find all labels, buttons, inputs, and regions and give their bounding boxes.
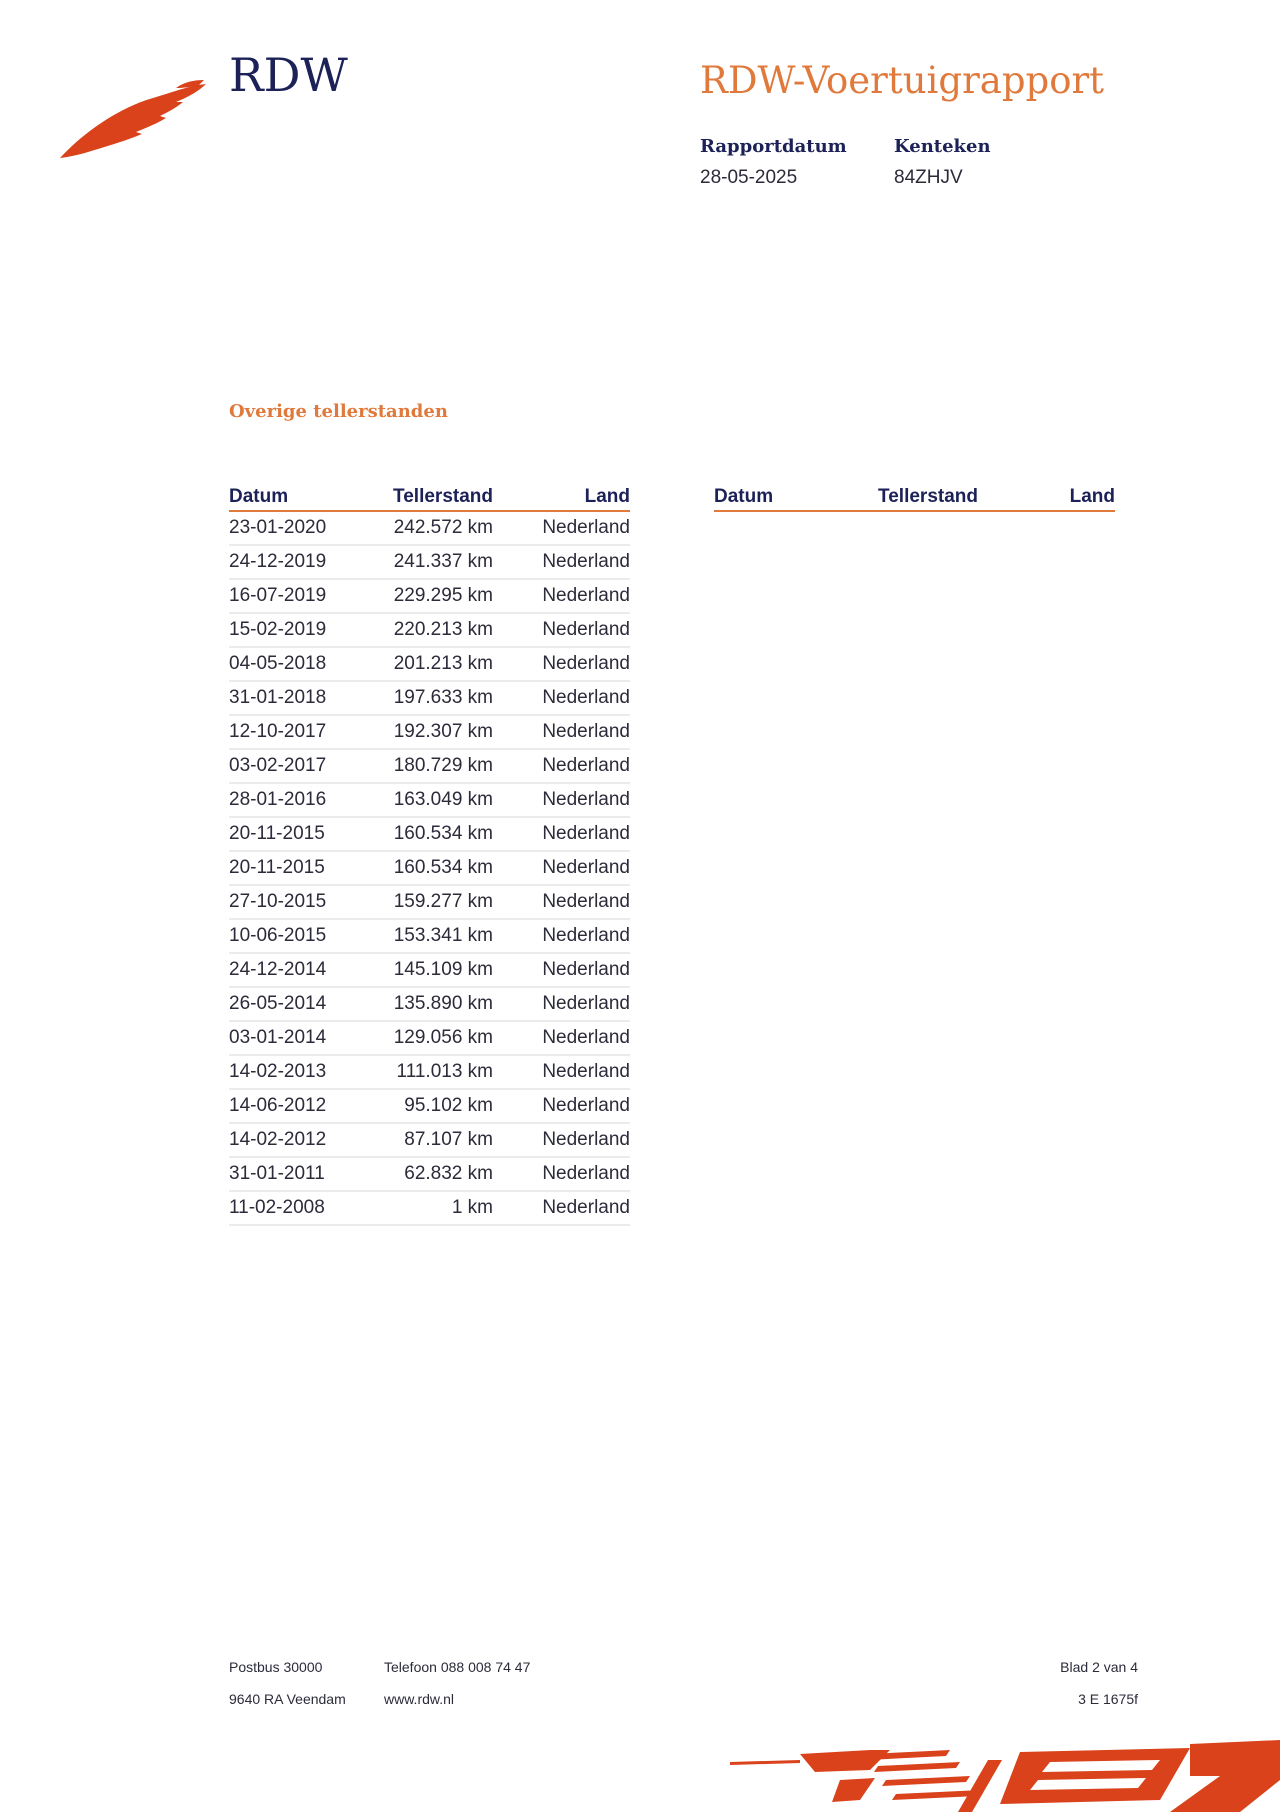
cell-tellerstand: 135.890 km: [367, 987, 493, 1021]
table-row: [229, 1055, 630, 1089]
cell-land: Nederland: [493, 885, 630, 919]
table-row: [229, 817, 630, 851]
cell-land: Nederland: [493, 851, 630, 885]
cell-land: Nederland: [493, 1055, 630, 1089]
cell-land: Nederland: [493, 579, 630, 613]
cell-tellerstand: 242.572 km: [367, 511, 493, 545]
cell-land: Nederland: [493, 817, 630, 851]
cell-tellerstand: 192.307 km: [367, 715, 493, 749]
cell-datum: 15-02-2019: [229, 613, 367, 647]
cell-land: Nederland: [493, 1157, 630, 1191]
cell-tellerstand: 197.633 km: [367, 681, 493, 715]
cell-tellerstand: 62.832 km: [367, 1157, 493, 1191]
cell-land: Nederland: [493, 681, 630, 715]
cell-tellerstand: 129.056 km: [367, 1021, 493, 1055]
cell-datum: 26-05-2014: [229, 987, 367, 1021]
cell-datum: 20-11-2015: [229, 817, 367, 851]
cell-tellerstand: 163.049 km: [367, 783, 493, 817]
cell-datum: 24-12-2014: [229, 953, 367, 987]
table-row: [229, 1123, 630, 1157]
odometer-table-right: [714, 482, 1115, 512]
cell-land: Nederland: [493, 919, 630, 953]
report-date-label: Rapportdatum: [700, 136, 847, 157]
report-title: RDW-Voertuigrapport: [700, 59, 1105, 102]
section-title: Overige tellerstanden: [229, 401, 448, 422]
cell-datum: 03-02-2017: [229, 749, 367, 783]
cell-datum: 14-02-2012: [229, 1123, 367, 1157]
column-header-datum: Datum: [714, 482, 852, 511]
cell-tellerstand: 220.213 km: [367, 613, 493, 647]
cell-tellerstand: 111.013 km: [367, 1055, 493, 1089]
cell-land: Nederland: [493, 613, 630, 647]
cell-land: Nederland: [493, 1191, 630, 1225]
table-row: [229, 749, 630, 783]
cell-datum: 20-11-2015: [229, 851, 367, 885]
column-header-land: Land: [493, 482, 630, 511]
table-row: [229, 1191, 630, 1225]
cell-datum: 10-06-2015: [229, 919, 367, 953]
cell-tellerstand: 95.102 km: [367, 1089, 493, 1123]
cell-tellerstand: 160.534 km: [367, 851, 493, 885]
cell-land: Nederland: [493, 953, 630, 987]
footer-phone: Telefoon 088 008 74 47: [384, 1659, 531, 1675]
report-date-value: 28-05-2025: [700, 167, 798, 188]
rdw-feather-logo-icon: [58, 78, 208, 163]
cell-datum: 31-01-2011: [229, 1157, 367, 1191]
table-row: [229, 1089, 630, 1123]
cell-datum: 28-01-2016: [229, 783, 367, 817]
cell-land: Nederland: [493, 1021, 630, 1055]
cell-tellerstand: 180.729 km: [367, 749, 493, 783]
cell-land: Nederland: [493, 715, 630, 749]
cell-datum: 24-12-2019: [229, 545, 367, 579]
cell-datum: 04-05-2018: [229, 647, 367, 681]
table-row: [229, 545, 630, 579]
cell-tellerstand: 153.341 km: [367, 919, 493, 953]
footer-page-number: Blad 2 van 4: [1060, 1659, 1138, 1675]
rdw-footer-stripes-graphic: [720, 1740, 1280, 1812]
odometer-table-left: [229, 482, 630, 1226]
footer-document-code: 3 E 1675f: [1078, 1691, 1138, 1707]
cell-land: Nederland: [493, 647, 630, 681]
table-row: [229, 987, 630, 1021]
column-header-land: Land: [978, 482, 1115, 511]
table-row: [229, 715, 630, 749]
cell-datum: 31-01-2018: [229, 681, 367, 715]
cell-datum: 11-02-2008: [229, 1191, 367, 1225]
table-row: [229, 613, 630, 647]
table-row: [229, 851, 630, 885]
cell-land: Nederland: [493, 749, 630, 783]
cell-datum: 12-10-2017: [229, 715, 367, 749]
table-row: [229, 647, 630, 681]
table-row: [229, 885, 630, 919]
cell-tellerstand: 159.277 km: [367, 885, 493, 919]
cell-land: Nederland: [493, 783, 630, 817]
table-row: [229, 919, 630, 953]
cell-land: Nederland: [493, 1123, 630, 1157]
footer-postbus: Postbus 30000: [229, 1659, 323, 1675]
cell-datum: 03-01-2014: [229, 1021, 367, 1055]
plate-label: Kenteken: [894, 136, 991, 157]
cell-datum: 14-02-2013: [229, 1055, 367, 1089]
table-row: [229, 511, 630, 545]
cell-datum: 14-06-2012: [229, 1089, 367, 1123]
table-row: [229, 681, 630, 715]
cell-datum: 23-01-2020: [229, 511, 367, 545]
column-header-tellerstand: Tellerstand: [852, 482, 978, 511]
cell-tellerstand: 160.534 km: [367, 817, 493, 851]
cell-tellerstand: 145.109 km: [367, 953, 493, 987]
column-header-tellerstand: Tellerstand: [367, 482, 493, 511]
cell-tellerstand: 1 km: [367, 1191, 493, 1225]
odometer-rows: [229, 511, 630, 1225]
table-header-row: [229, 482, 630, 511]
table-row: [229, 953, 630, 987]
cell-tellerstand: 229.295 km: [367, 579, 493, 613]
table-row: [229, 579, 630, 613]
cell-tellerstand: 241.337 km: [367, 545, 493, 579]
cell-tellerstand: 201.213 km: [367, 647, 493, 681]
column-header-datum: Datum: [229, 482, 367, 511]
table-header-row: [714, 482, 1115, 511]
footer-address: 9640 RA Veendam: [229, 1691, 346, 1707]
cell-land: Nederland: [493, 987, 630, 1021]
cell-land: Nederland: [493, 545, 630, 579]
cell-land: Nederland: [493, 1089, 630, 1123]
footer-website-link[interactable]: www.rdw.nl: [384, 1691, 455, 1707]
cell-land: Nederland: [493, 511, 630, 545]
cell-datum: 16-07-2019: [229, 579, 367, 613]
cell-tellerstand: 87.107 km: [367, 1123, 493, 1157]
rdw-logo-text: RDW: [229, 48, 348, 102]
cell-datum: 27-10-2015: [229, 885, 367, 919]
table-row: [229, 783, 630, 817]
plate-value: 84ZHJV: [894, 167, 963, 188]
table-row: [229, 1157, 630, 1191]
table-row: [229, 1021, 630, 1055]
